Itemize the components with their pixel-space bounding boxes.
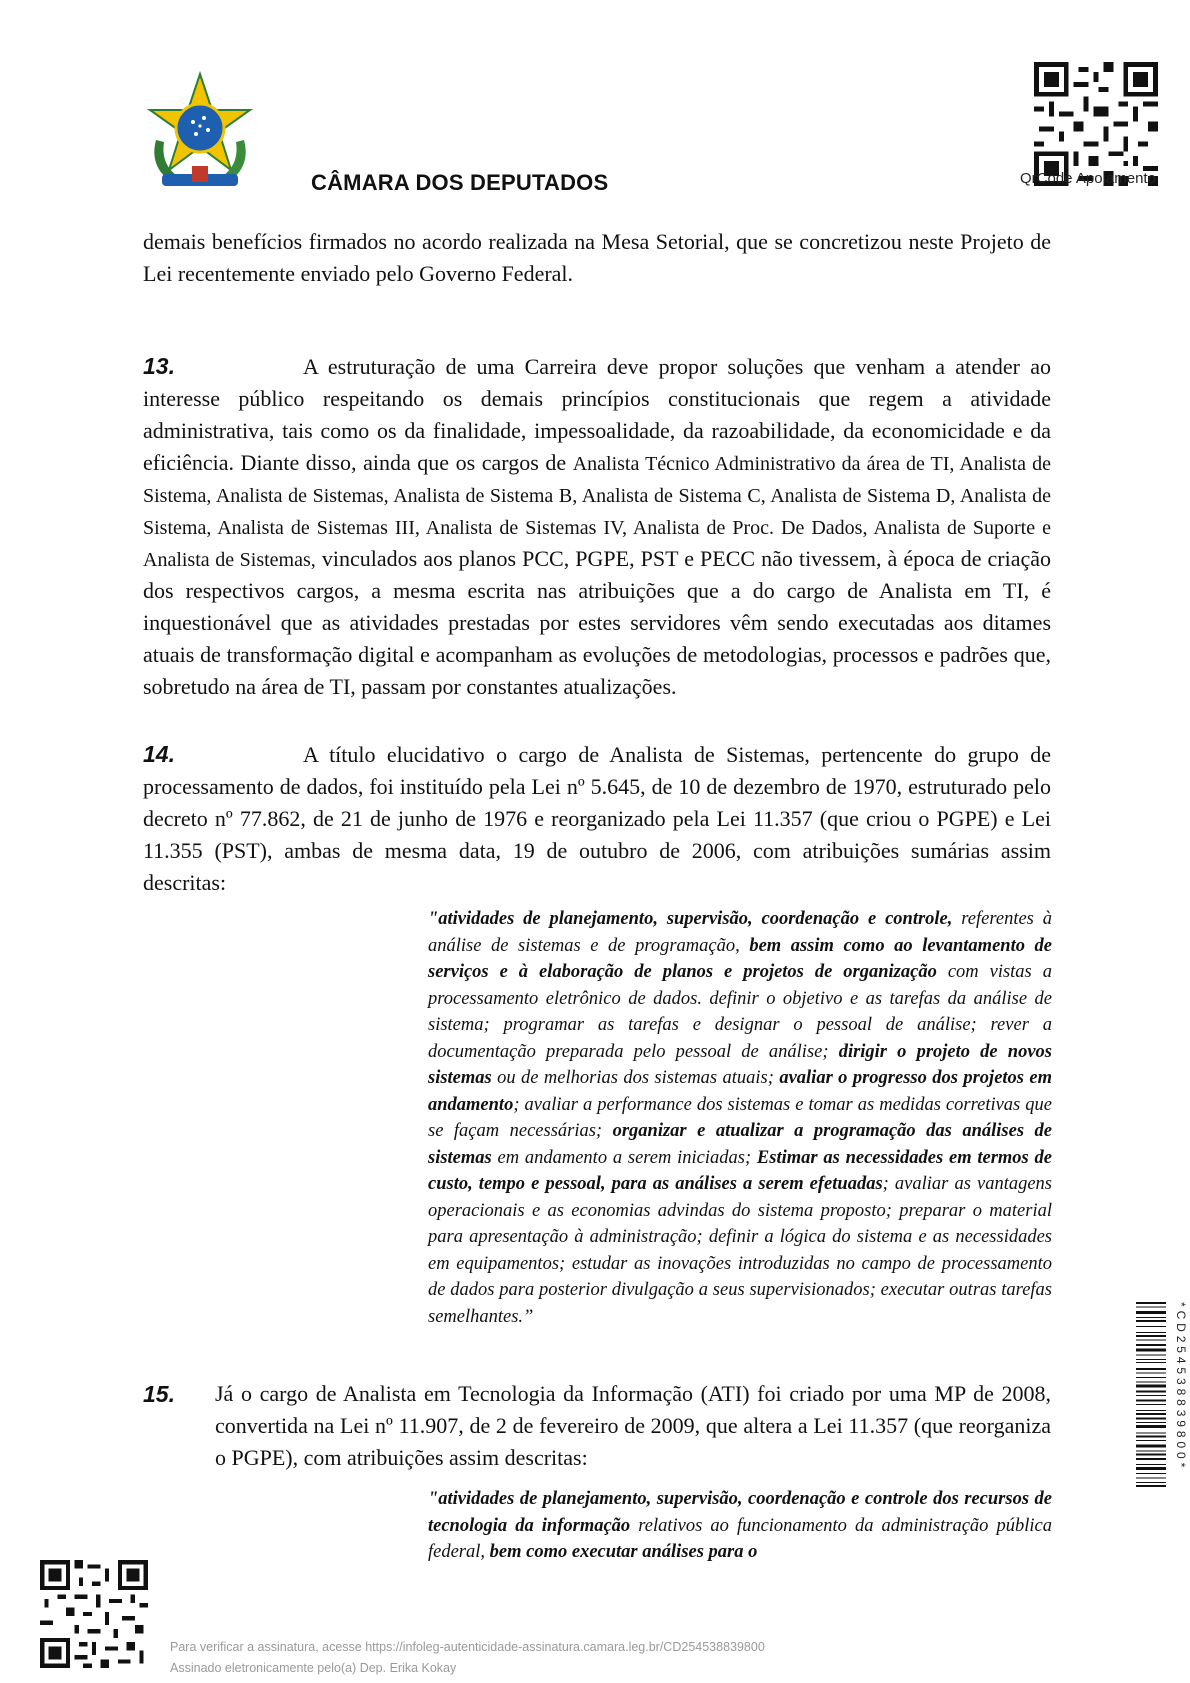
coat-of-arms-seal (138, 70, 262, 194)
quote-emphasis: dirigir o projeto de novos sistemas (428, 1041, 1052, 1088)
quote-text: em andamento a serem iniciadas; (491, 1147, 757, 1168)
quote-text: ; avaliar a performance dos sistemas e tomar as medidas corretivas que se façam necessárias; (428, 1094, 1052, 1141)
quote-text: referentes à análise de sistemas e de programação, (428, 909, 1052, 956)
quote-emphasis: bem assim como ao levantamento de serviços e à elaboração de planos e projetos de organização (428, 935, 1052, 982)
job-title-list: Analista Técnico Administrativo da área de TI, Analista de Sistema, Analista de Sistemas, Analista de Sistema B, Analista de Sistema C, Analista de Sistema D, Analista de Sistema, Analista de Sistemas III, Analista de Sistemas IV, Analista de Proc. De Dados, Analista de Suporte e Analista de Sistemas, (143, 453, 1051, 571)
document-barcode (1136, 1302, 1166, 1546)
paragraph-text: A estruturação de uma Carreira deve propor soluções que venham a atender ao interesse público respeitando os demais princípios constitucionais que regem a atividade administrativa, tais como os da finalidade, impessoalidade, da razoabilidade, da economicidade e da eficiência. Diante disso, ainda que os cargos de (143, 354, 1051, 475)
paragraph-number: 14. (143, 741, 175, 767)
paragraph-text: A título elucidativo o cargo de Analista de Sistemas, pertencente do grupo de processamento de dados, foi instituído pela Lei nº 5.645, de 10 de dezembro de 1970, estruturado pelo decreto nº 77.862, de 21 de junho de 1976 e reorganizado pela Lei 11.357 (que criou o PGPE) e Lei 11.355 (PST), ambas de mesma data, 19 de outubro de 2006, com atribuições sumárias assim descritas: (143, 742, 1051, 895)
quote-emphasis: "atividades de planejamento, supervisão, coordenação e controle, (428, 909, 953, 929)
signature-verification-note: Para verificar a assinatura, acesse https://infoleg-autenticidade-assinatura.camara.leg.br/CD254538839800 (170, 1640, 765, 1654)
quote-emphasis: organizar e atualizar a programação das análises de sistemas (428, 1121, 1052, 1168)
quote-text: com vistas a processamento eletrônico de dados. definir o objetivo e as tarefas da análise de sistema; programar as tarefas e designar o pessoal de análise; rever a documentação preparada pelo pessoal de análise; (428, 962, 1052, 1062)
paragraph-13 (143, 350, 1051, 703)
quote-text: ou de melhorias dos sistemas atuais; (491, 1068, 780, 1088)
signature-qr-code (40, 1560, 148, 1668)
paragraph-text: Já o cargo de Analista em Tecnologia da Informação (ATI) foi criado por uma MP de 2008, convertida na Lei nº 11.907, de 2 de fevereiro de 2009, que altera a Lei 11.357 (que reorganiza o PGPE), com atribuições assim descritas: (215, 1381, 1051, 1470)
paragraph-number: 15. (143, 1381, 175, 1407)
paragraph-15 (143, 1378, 1051, 1474)
paragraph-text-tail: vinculados aos planos PCC, PGPE, PST e PECC não tivessem, à época de criação dos respectivos cargos, a mesma escrita nas atribuições que a do cargo de Analista em TI, é inquestionável que as atividades prestadas por estes servidores vêm sendo executadas aos ditames atuais de transformação digital e acompanham as evoluções de metodologias, processos e padrões que, sobretudo na área de TI, passam por constantes atualizações. (143, 546, 1052, 699)
quote-emphasis: avaliar o progresso dos projetos em andamento (428, 1068, 1052, 1115)
quote-emphasis: Estimar as necessidades em termos de custo, tempo e pessoal, para as análises a serem efetuadas (428, 1147, 1052, 1194)
intro-paragraph: demais benefícios firmados no acordo realizada na Mesa Setorial, que se concretizou neste Projeto de Lei recentemente enviado pelo Governo Federal. (143, 229, 1051, 286)
paragraph-14 (143, 738, 1051, 899)
quote-text: ; avaliar as vantagens operacionais e as economias advindas do sistema proposto; preparar o material para apresentação à administração; definir a lógica do sistema e as necessidades em equipamentos; estudar as inovações introduzidas no campo de processamento de dados para posterior divulgação a seus supervisionados; executar outras tarefas semelhantes.” (428, 1174, 1053, 1327)
legal-quote-analista-ti (428, 1486, 1052, 1566)
legal-quote-analista-sistemas (428, 906, 1052, 1330)
house-name: CÂMARA DOS DEPUTADOS (311, 170, 609, 195)
quote-emphasis: bem como executar análises para o (489, 1542, 758, 1562)
paragraph-number: 13. (143, 353, 175, 379)
barcode-code: *CD254538839800* (1174, 1302, 1188, 1472)
signature-signer-note: Assinado eletronicamente pelo(a) Dep. Erika Kokay (170, 1661, 457, 1675)
quote-text: relativos ao funcionamento da administração pública federal, (428, 1515, 1052, 1562)
qr-code-apoiamento (1034, 62, 1158, 186)
qr-code-caption: QrCode Apoiamento (1020, 170, 1156, 187)
quote-emphasis: "atividades de planejamento, supervisão, coordenação e controle dos recursos de tecnologia da informação (428, 1489, 1052, 1536)
